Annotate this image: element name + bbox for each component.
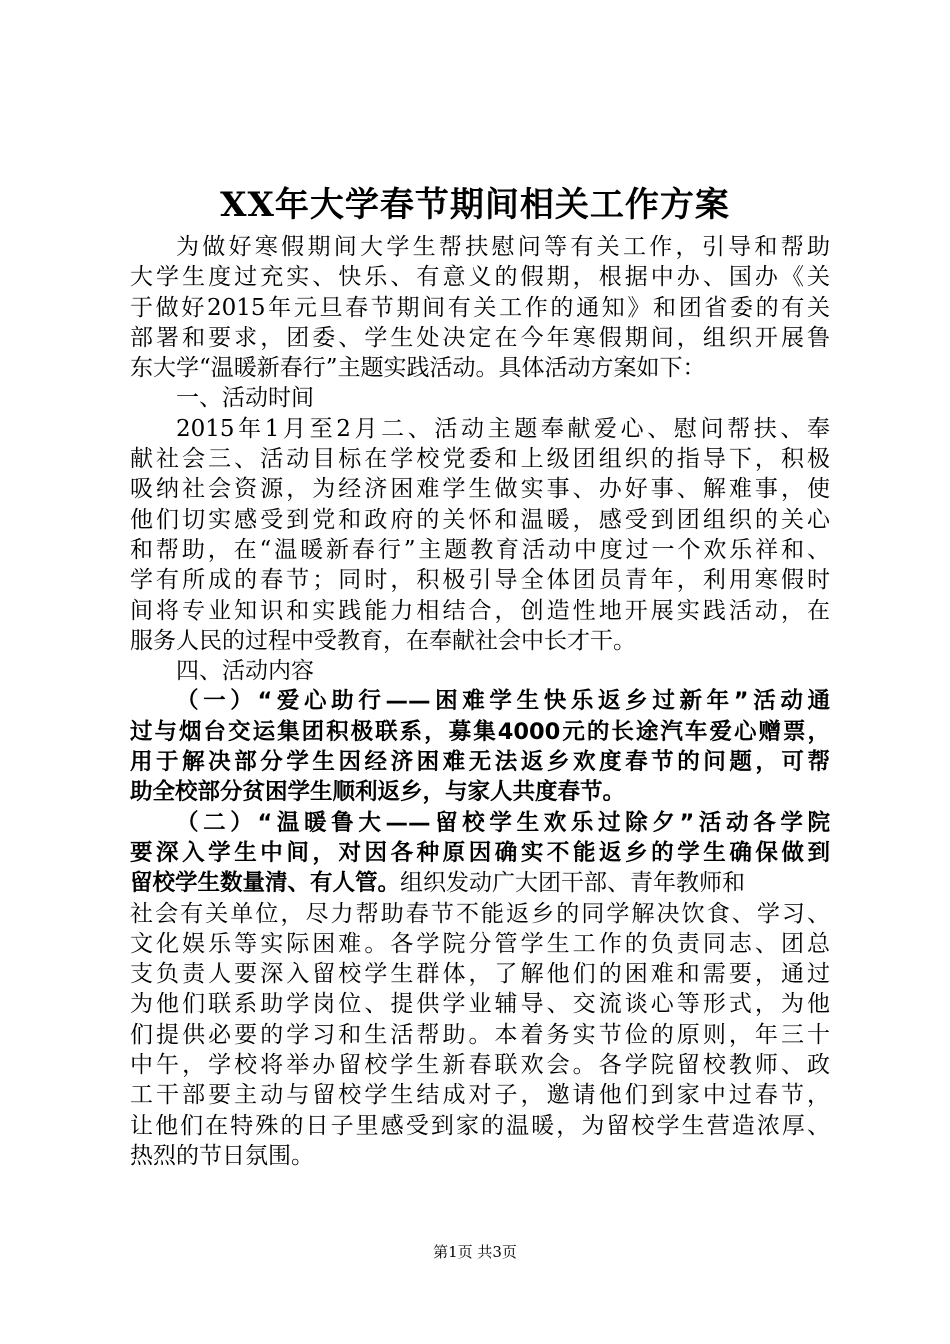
page-footer: 第1页 共3页	[433, 1243, 517, 1261]
body-line	[130, 838, 830, 868]
body-line	[130, 293, 830, 323]
body-line-text: （一）“爱心助行——困难学生快乐返乡过新年”活动通	[176, 688, 830, 715]
body-line	[130, 262, 830, 292]
body-line-text: 中午，学校将举办留校学生新春联欢会。各学院留校教师、政	[130, 1052, 830, 1079]
body-line-text: 服务人民的过程中受教育，在奉献社会中长才干。	[130, 627, 636, 654]
body-line-text: 用于解决部分学生因经济困难无法返乡欢度春节的问题，可帮	[130, 749, 830, 776]
body-line	[130, 1141, 830, 1171]
body-line-text: 吸纳社会资源，为经济困难学生做实事、办好事、解难事，使	[130, 476, 830, 503]
body-line	[130, 1111, 830, 1141]
body-line	[130, 565, 830, 595]
body-line	[130, 747, 830, 777]
body-line	[130, 717, 830, 747]
body-line	[130, 535, 830, 565]
body-line	[130, 868, 830, 898]
body-line-text: 四、活动内容	[176, 658, 314, 685]
body-line	[130, 353, 830, 383]
body-line	[130, 383, 830, 413]
body-line-text: 为做好寒假期间大学生帮扶慰问等有关工作，引导和帮助	[176, 234, 830, 260]
body-line-text: 工干部要主动与留校学生结成对子，邀请他们到家中过春节，	[130, 1082, 830, 1109]
body-line-text: 东大学“温暖新春行”主题实践活动。具体活动方案如下：	[130, 355, 706, 382]
body-line-text: 助全校部分贫困学生顺利返乡，与家人共度春节。	[130, 779, 626, 806]
body-line	[130, 1020, 830, 1050]
body-line-text: 文化娱乐等实际困难。各学院分管学生工作的负责同志、团总	[130, 930, 830, 957]
body-line	[130, 444, 830, 474]
body-line-text: 和帮助，在“温暖新春行”主题教育活动中度过一个欢乐祥和、	[130, 536, 830, 563]
body-line	[130, 414, 830, 444]
body-line-text: 留校学生数量清、有人管。	[130, 870, 401, 897]
body-line-text: 要深入学生中间，对因各种原因确实不能返乡的学生确保做到	[130, 839, 830, 866]
body-line-text: 支负责人要深入留校学生群体，了解他们的困难和需要，通过	[130, 961, 830, 988]
body-line	[130, 232, 830, 262]
body-line-text: 学有所成的春节；同时，积极引导全体团员青年，利用寒假时	[130, 567, 830, 594]
body-line	[130, 323, 830, 353]
body-line-text: 部署和要求，团委、学生处决定在今年寒假期间，组织开展鲁	[130, 324, 830, 351]
body-line	[130, 505, 830, 535]
body-line	[130, 474, 830, 504]
body-line	[130, 1080, 830, 1110]
body-line	[130, 899, 830, 929]
body-line-text: （二）“温暖鲁大——留校学生欢乐过除夕”活动各学院	[176, 809, 830, 836]
body-line	[130, 777, 830, 807]
body-line	[130, 989, 830, 1019]
body-line-text: 于做好2015年元旦春节期间有关工作的通知》和团省委的有关	[130, 294, 830, 321]
body-line	[130, 808, 830, 838]
body-line	[130, 626, 830, 656]
body-line	[130, 686, 830, 716]
document-title: XX年大学春节期间相关工作方案	[220, 185, 730, 225]
body-line-text: 为他们联系助学岗位、提供学业辅导、交流谈心等形式，为他	[130, 991, 830, 1018]
body-line-text: 献社会三、活动目标在学校党委和上级团组织的指导下，积极	[130, 446, 830, 473]
document-body	[130, 232, 830, 1171]
body-line-text: 们提供必要的学习和生活帮助。本着务实节俭的原则，年三十	[130, 1021, 830, 1048]
body-line-text: 2015年1月至2月二、活动主题奉献爱心、慰问帮扶、奉	[176, 415, 830, 442]
body-line-text: 他们切实感受到党和政府的关怀和温暖，感受到团组织的关心	[130, 506, 830, 533]
body-line-text: 社会有关单位，尽力帮助春节不能返乡的同学解决饮食、学习、	[130, 900, 830, 927]
body-line-text: 大学生度过充实、快乐、有意义的假期，根据中办、国办《关	[130, 264, 830, 291]
body-line	[130, 959, 830, 989]
body-line-text: 让他们在特殊的日子里感受到家的温暖，为留校学生营造浓厚、	[130, 1112, 830, 1139]
body-line	[130, 1050, 830, 1080]
body-line-text: 间将专业知识和实践能力相结合，创造性地开展实践活动，在	[130, 597, 830, 624]
body-line-text: 过与烟台交运集团积极联系，募集4000元的长途汽车爱心赠票，	[130, 718, 830, 745]
body-line-text: 热烈的节日氛围。	[130, 1142, 314, 1169]
body-line-text-rest: 组织发动广大团干部、青年教师和	[400, 870, 746, 897]
body-line	[130, 929, 830, 959]
body-line	[130, 656, 830, 686]
body-line	[130, 596, 830, 626]
body-line-text: 一、活动时间	[176, 385, 314, 412]
